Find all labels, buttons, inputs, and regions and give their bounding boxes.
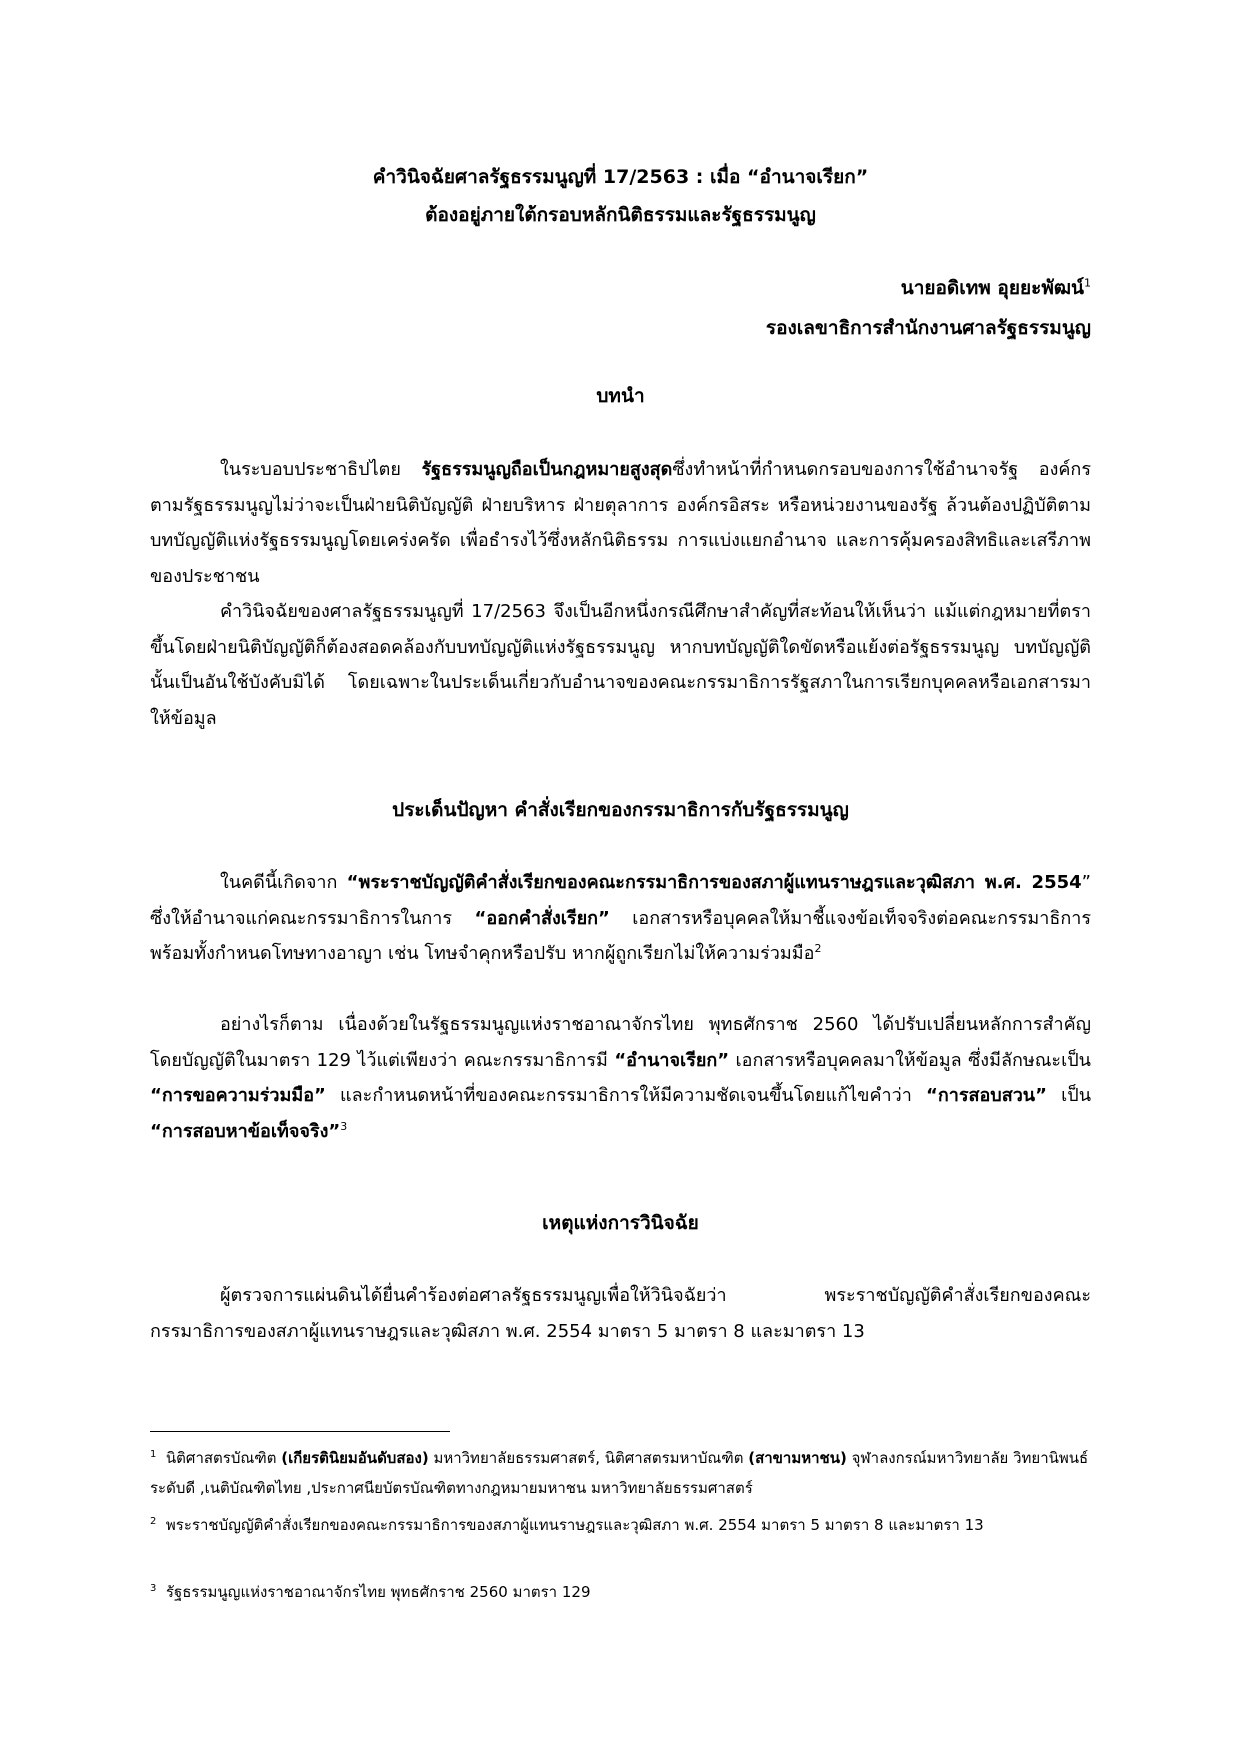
intro-emphasis: รัฐธรรมนูญถือเป็นกฎหมายสูงสุด [421,459,673,480]
footnote-2-number: 2 [150,1516,157,1527]
author-block [766,268,1091,348]
cooperation-term: “การขอความร่วมมือ” [150,1085,326,1106]
footnote-divider [150,1431,450,1432]
title-line-2: ต้องอยู่ภายใต้กรอบหลักนิติธรรมและรัฐธรรมนูญ [425,204,816,226]
footnote-1-number: 1 [150,1449,157,1460]
footnote-3: $^3$ รัฐธรรมนูญแห่งราชอาณาจักรไทย พุทธศักราช 2560 มาตรา 129 [150,1583,591,1601]
title-line-1: คำวินิจฉัยศาลรัฐธรรมนูญที่ 17/2563 : เมื่อ “อำนาจเรียก” [372,166,869,188]
summon-order-term: “ออกคำสั่งเรียก” [474,907,610,929]
issue-paragraph-2: อย่างไรก็ตาม เนื่องด้วยในรัฐธรรมนูญแห่งราชอาณาจักรไทย พุทธศักราช 2560 ได้ปรับเปลี่ยนหลักการสำคัญ โดยบัญญัติในมาตรา 129 ไว้แต่เพียงว่า คณะกรรมาธิการมี “อำนาจเรียก” เอกสารหรือบุคคลมาให้ข้อมูล ซึ่งมีลักษณะเป็น “การขอความร่วมมือ” และกำหนดหน้าที่ของคณะกรรมาธิการให้มีความชัดเจนขึ้นโดยแก้ไขคำว่า “การสอบสวน” เป็น “การสอบหาข้อเท็จจริง”$^3$ [150,1014,1091,1142]
intro-paragraph-1: ในระบอบประชาธิปไตย รัฐธรรมนูญถือเป็นกฎหมายสูงสุดซึ่งทำหน้าที่กำหนดกรอบของการใช้อำนาจรัฐ องค์กรตามรัฐธรรมนูญไม่ว่าจะเป็นฝ่ายนิติบัญญัติ ฝ่ายบริหาร ฝ่ายตุลาการ องค์กรอิสระ หรือหน่วยงานของรัฐ ล้วนต้องปฏิบัติตามบทบัญญัติแห่งรัฐธรรมนูญโดยเคร่งครัด เพื่อธำรงไว้ซึ่งหลักนิติธรรม การแบ่งแยกอำนาจ และการคุ้มครองสิทธิและเสรีภาพของประชาชน [150,459,1091,587]
investigation-term: “การสอบสวน” [925,1085,1047,1106]
summon-power-term: “อำนาจเรียก” [614,1049,730,1071]
author-name-line [766,268,1091,308]
footnote-ref-2[interactable]: 2 [814,942,822,955]
reason-paragraph-1: ผู้ตรวจการแผ่นดินได้ยื่นคำร้องต่อศาลรัฐธรรมนูญเพื่อให้วินิจฉัยว่า พระราชบัญญัติคำสั่งเรียกของคณะกรรมาธิการของสภาผู้แทนราษฎรและวุฒิสภา พ.ศ. 2554 มาตรา 5 มาตรา 8 และมาตรา 13 [150,1285,1091,1342]
intro-paragraph-2: คำวินิจฉัยของศาลรัฐธรรมนูญที่ 17/2563 จึงเป็นอีกหนึ่งกรณีศึกษาสำคัญที่สะท้อนให้เห็นว่า แม้แต่กฎหมายที่ตราขึ้นโดยฝ่ายนิติบัญญัติก็ต้องสอดคล้องกับบทบัญญัติแห่งรัฐธรรมนูญ หากบทบัญญัติใดขัดหรือแย้งต่อรัฐธรรมนูญ บทบัญญัตินั้นเป็นอันใช้บังคับมิได้ โดยเฉพาะในประเด็นเกี่ยวกับอำนาจของคณะกรรมาธิการรัฐสภาในการเรียกบุคคลหรือเอกสารมาให้ข้อมูล [150,601,1091,729]
act-name: “พระราชบัญญัติคำสั่งเรียกของคณะกรรมาธิการของสภาผู้แทนราษฎรและวุฒิสภา พ.ศ. 2554 [346,872,1082,893]
issue-heading: ประเด็นปัญหา คำสั่งเรียกของกรรมาธิการกับรัฐธรรมนูญ [392,799,849,821]
footnote-1: $^1$ นิติศาสตรบัณฑิต (เกียรตินิยมอันดับสอง) มหาวิทยาลัยธรรมศาสตร์, นิติศาสตรมหาบัณฑิต (สาขามหาชน) จุฬาลงกรณ์มหาวิทยาลัย วิทยานิพนธ์ระดับดี ,เนติบัณฑิตไทย ,ประกาศนียบัตรบัณฑิตทางกฎหมายมหาชน มหาวิทยาลัยธรรมศาสตร์ [150,1449,1089,1497]
footnote-2: $^2$ พระราชบัญญัติคำสั่งเรียกของคณะกรรมาธิการของสภาผู้แทนราษฎรและวุฒิสภา พ.ศ. 2554 มาตรา 5 มาตรา 8 และมาตรา 13 [150,1516,984,1534]
intro-heading: บทนำ [596,385,645,407]
footnote-ref-3[interactable]: 3 [340,1119,348,1133]
issue-paragraph-1: ในคดีนี้เกิดจาก “พระราชบัญญัติคำสั่งเรียกของคณะกรรมาธิการของสภาผู้แทนราษฎรและวุฒิสภา พ.ศ. 2554” ซึ่งให้อำนาจแก่คณะกรรมาธิการในการ “ออกคำสั่งเรียก” เอกสารหรือบุคคลให้มาชี้แจงข้อเท็จจริงต่อคณะกรรมาธิการ พร้อมทั้งกำหนดโทษทางอาญา เช่น โทษจำคุกหรือปรับ หากผู้ถูกเรียกไม่ให้ความร่วมมือ$^2$ [150,872,1091,964]
author-name: นายอดิเทพ อุยยะพัฒน์ [900,277,1084,299]
fact-finding-term: “การสอบหาข้อเท็จจริง” [150,1120,341,1142]
document-title [150,158,1091,234]
footnote-3-number: 3 [150,1583,157,1594]
author-position: รองเลขาธิการสำนักงานศาลรัฐธรรมนูญ [765,317,1091,339]
footnote-ref-1[interactable]: 1 [1084,276,1091,290]
reason-heading: เหตุแห่งการวินิจฉัย [542,1212,699,1234]
